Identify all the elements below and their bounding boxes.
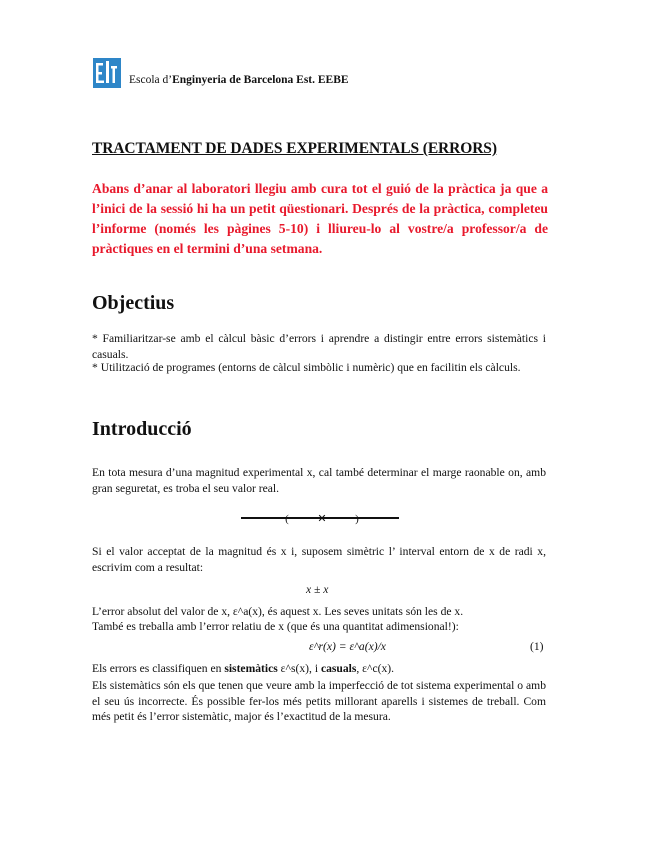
eebe-logo-icon xyxy=(93,58,121,88)
objectius-item-2: * Utilització de programes (entorns de càlcul simbòlic i numèric) que en facilitin els càlculs. xyxy=(92,361,521,374)
introduccio-heading: Introducció xyxy=(92,418,192,440)
objectius-heading: Objectius xyxy=(92,292,175,314)
absolute-error-line: L’error absolut del valor de x, ε^a(x), és aquest x. Les seves unitats són les de x. xyxy=(92,605,464,618)
document-title: TRACTAMENT DE DADES EXPERIMENTALS (ERRORS) xyxy=(92,140,497,157)
equation-number: (1) xyxy=(530,640,544,653)
school-name: Escola d’Enginyeria de Barcelona Est. EEBE xyxy=(129,74,349,86)
scale-left-paren: ( xyxy=(285,513,289,525)
objectius-item-1: * Familiaritzar-se amb el càlcul bàsic d’errors i aprendre a distingir entre errors sistemàtics i casuals. xyxy=(92,332,546,361)
warning-notice: Abans d’anar al laboratori llegiu amb cura tot el guió de la pràctica ja que a l’inici de la sessió hi ha un petit qüestionari. Després de la pràctica, completeu l’informe (només les pàgines 5-10) i lliureu-lo al vostre/a professor/a de pràctiques en el termini d’una setmana. xyxy=(92,181,548,256)
interval-scale-diagram xyxy=(241,510,399,526)
scale-center-mark: ✕ xyxy=(317,513,327,525)
intro-paragraph-1: En tota mesura d’una magnitud experimental x, cal també determinar el marge raonable on, amb gran seguretat, es troba el seu valor real. xyxy=(92,466,546,495)
error-classification-line: Els errors es classifiquen en sistemàtics ε^s(x), i casuals, ε^c(x). xyxy=(92,662,395,675)
intro-paragraph-2: Si el valor acceptat de la magnitud és x i, suposem simètric l’ interval entorn de x de radi x, escrivim com a resultat: xyxy=(92,545,546,574)
result-expression: x ± x xyxy=(306,583,329,596)
scale-right-paren: ) xyxy=(355,513,359,525)
relative-error-equation: ε^r(x) = ε^a(x)/x xyxy=(309,640,386,653)
relative-error-line: També es treballa amb l’error relatiu de x (que és una quantitat adimensional!): xyxy=(92,620,459,633)
intro-paragraph-systematic: Els sistemàtics són els que tenen que veure amb la imperfecció de tot sistema experimental o amb el seu ús incorrecte. És possible fer-los més petits millorant aparells i sistemes de treball. Com més petit és l’error sistemàtic, major és l’exactitud de la mesura. xyxy=(92,679,546,724)
